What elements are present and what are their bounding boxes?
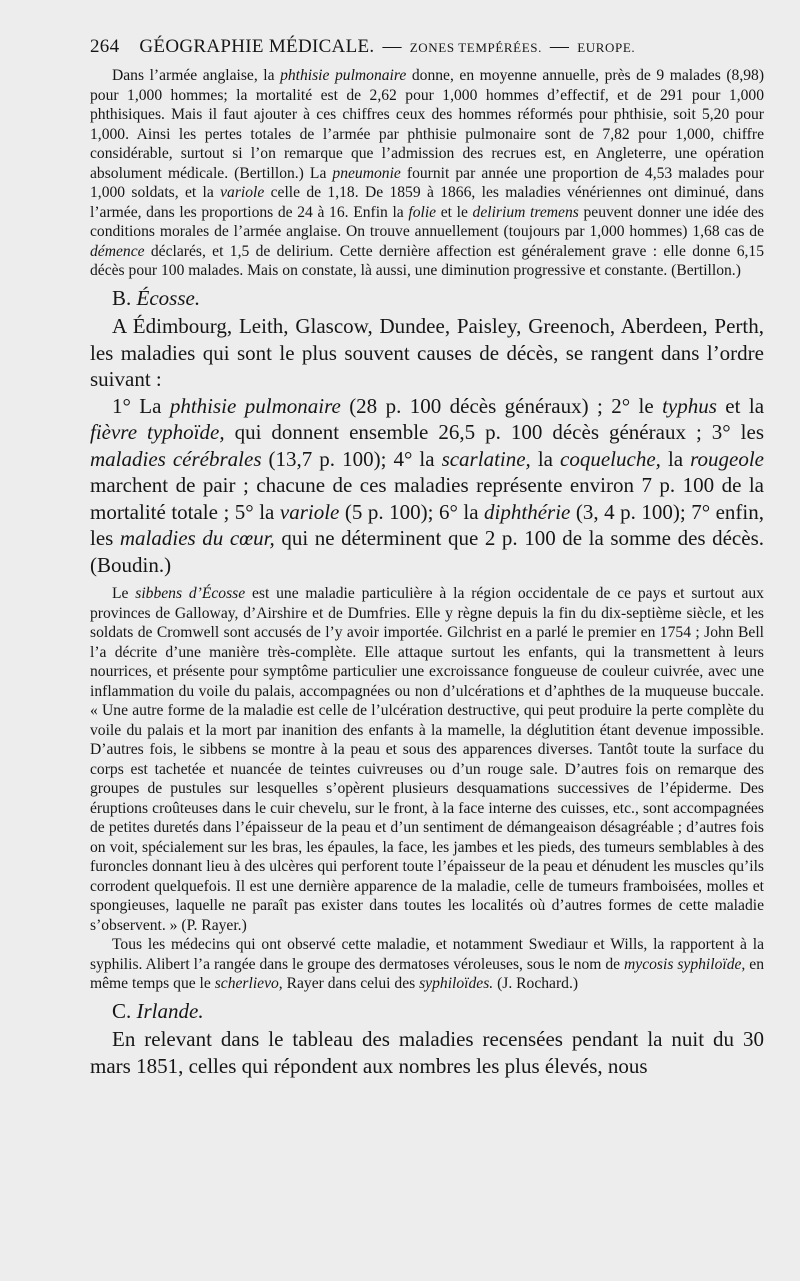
italic-term: variole: [279, 499, 340, 524]
text-run: la: [660, 446, 691, 471]
text-run: marchent de pair ; chacune de ces maladies représente environ 7 p. 100 de la mortalité totale ; 5° la: [90, 473, 764, 524]
italic-term: scarlatine,: [441, 446, 531, 471]
text-run: celle de 1,18. De 1859 à 1866, les maladies vénériennes ont diminué, dans l’armée, dans les proportions de 24 à 16. Enfin la: [90, 184, 764, 221]
text-run: qui ne déterminent que 2 p. 100 de la somme des décès. (Boudin.): [90, 526, 765, 577]
text-run: est une maladie particulière à la région occidentale de ce pays et surtout aux provinces de Galloway, d’Airshire et de Dumfries. Elle y règne depuis la fin du dix-septième siècle, et les soldats de Cromwell sont accusés de l’y avoir importée. Gilchrist en a parlé le premier en 1754 ; John Bell l’a décrite d’une manière très-complète. Elle attaque surtout les enfants, qui la transmettent à leurs nourrices, et présente pour symptôme particulier une excroissance fongueuse de couleur cuivrée, avec une inflammation du voile du palais, accompagnées ou non d’ulcérations et d’aphthes de la muqueuse buccale. « Une autre forme de la maladie est celle de l’ulcération destructive, qui peut produire la perte complète du voile du palais et la mort par inanition des enfants à la mamelle, la déglutition étant devenue impossible. D’autres fois, le sibbens se montre à la peau et sous des apparences diverses. Tantôt toute la surface du corps est tachetée et nuancée de teintes cuivreuses ou d’un rouge sale. D’autres fois on remarque des groupes de pustules sur lesquelles s’opèrent plusieurs desquamations successives de l’épiderme. Des éruptions croûteuses dans le cuir chevelu, sur le front, à la face interne des cuisses, etc., sont accompagnées de petites duretés dans l’épaisseur de la peau et d’un sentiment de démangeaison désagréable ; d’autres fois on voit, spécialement sur les bras, les épaules, la face, les jambes et les pieds, des tumeurs semblables à des furoncles donnant lieu à des ulcères qui perforent toute l’épaisseur de la peau et dénudent les muscles qu’ils corrodent quelquefois. Il est une dernière apparence de la maladie, celle de tumeurs framboisées, molles et spongieuses, laquelle ne paraît pas exister dans toutes les localités où d’autres formes de cette maladie s’observent. » (P. Rayer.): [90, 585, 764, 934]
text-run: (13,7 p. 100); 4° la: [261, 446, 442, 471]
italic-term: maladies du cœur,: [119, 526, 275, 550]
running-title: GÉOGRAPHIE MÉDICALE.: [139, 36, 375, 57]
paragraph-english-army: [90, 66, 764, 281]
text-run: (3, 4 p. 100); 7° enfin, les: [90, 499, 765, 550]
text-run: Rayer dans celui des: [282, 975, 420, 992]
text-run: déclarés, et 1,5 de delirium. Cette dernière affection est généralement grave : elle donne 6,15 décès pour 100 malades. Mais on constate, là aussi, une diminution progressive et constante. (Bertillon.): [90, 242, 764, 279]
italic-term: typhus: [662, 393, 717, 418]
italic-term: pneumonie: [332, 164, 401, 182]
text-run: 1° La: [112, 393, 170, 418]
text-run: et la: [716, 393, 765, 418]
paragraph-disease-ranking: [90, 393, 764, 579]
section-heading-irlande: [112, 998, 764, 1025]
text-run: Le: [112, 585, 136, 602]
italic-term: démence: [90, 242, 145, 260]
italic-term: sibbens d’Écosse: [135, 585, 246, 602]
text-run: fournit par année une proportion de 4,53 malades pour 1,000 soldats, et la: [90, 164, 764, 201]
running-header: [90, 36, 764, 58]
italic-term: variole: [220, 184, 265, 201]
paragraph-sibbens: [90, 584, 764, 935]
text-run: Dans l’armée anglaise, la: [112, 67, 281, 84]
section-letter: C.: [112, 998, 132, 1023]
paragraph-scottish-cities: A Édimbourg, Leith, Glascow, Dundee, Paisley, Greenoch, Aberdeen, Perth, les maladies qui sont le plus souvent causes de décès, se rangent dans l’ordre suivant :: [90, 314, 764, 391]
italic-term: delirium tremens: [472, 203, 579, 221]
text-run: donne, en moyenne annuelle, près de 9 malades (8,98) pour 1,000 hommes; la mortalité est de 2,62 pour 1,000 hommes d’effectif, et de 291 pour 1,000 phthisiques. Mais il faut ajouter à ces chiffres ceux des hommes réformés pour phthisie, soit 5,20 pour 1,000. Ainsi les pertes totales de l’armée par phthisie pulmonaire sont de 7,82 pour 1,000, chiffre considérable, surtout si l’on remarque que l’admission des recrues est, en Angleterre, une opération absolument médicale. (Bertillon.) La: [90, 67, 765, 182]
italic-term: syphiloïdes.: [419, 975, 494, 992]
section-letter: B.: [112, 285, 132, 310]
section-title: Écosse.: [136, 285, 201, 310]
text-run: en même temps que le: [90, 955, 764, 992]
text-run: (5 p. 100); 6° la: [339, 499, 485, 524]
section-title: Irlande.: [136, 998, 204, 1023]
header-dash: —: [382, 36, 402, 57]
italic-term: diphthérie: [484, 499, 571, 524]
italic-term: phthisie pulmonaire: [280, 67, 407, 84]
text-run: Tous les médecins qui ont observé cette maladie, et notamment Swediaur et Wills, la rapportent à la syphilis. Alibert l’a rangée dans le groupe des dermatoses véroleuses, sous le nom de: [90, 936, 764, 973]
paragraph-syphilis: [90, 935, 764, 994]
section-heading-ecosse: [112, 285, 764, 312]
text-run: (28 p. 100 décès généraux) ; 2° le: [340, 393, 663, 418]
italic-term: folie: [408, 203, 437, 221]
paragraph-ireland-census: En relevant dans le tableau des maladies recensées pendant la nuit du 30 mars 1851, celles qui répondent aux nombres les plus élevés, nous: [90, 1027, 764, 1078]
italic-term: scherlievo,: [214, 975, 283, 992]
header-dash: —: [549, 36, 570, 57]
text-run: qui donnent ensemble 26,5 p. 100 décès généraux ; 3° les: [224, 420, 764, 444]
italic-term: maladies cérébrales: [90, 446, 262, 471]
italic-term: phthisie pulmonaire: [169, 393, 341, 418]
italic-term: coqueluche,: [560, 446, 661, 471]
page-number: 264: [90, 36, 120, 57]
text-run: (J. Rochard.): [493, 975, 579, 992]
italic-term: mycosis syphiloïde,: [624, 955, 746, 973]
italic-term: fièvre typhoïde,: [90, 420, 225, 444]
italic-term: rougeole: [690, 446, 764, 471]
text-run: peuvent donner une idée des conditions morales de l’armée anglaise. On trouve annuellement (toujours par 1,000 hommes) 1,68 cas de: [90, 203, 764, 240]
text-run: et le: [436, 203, 473, 221]
header-region: EUROPE.: [577, 40, 636, 55]
text-run: la: [530, 446, 561, 471]
header-subtitle: ZONES TEMPÉRÉES.: [409, 40, 542, 55]
